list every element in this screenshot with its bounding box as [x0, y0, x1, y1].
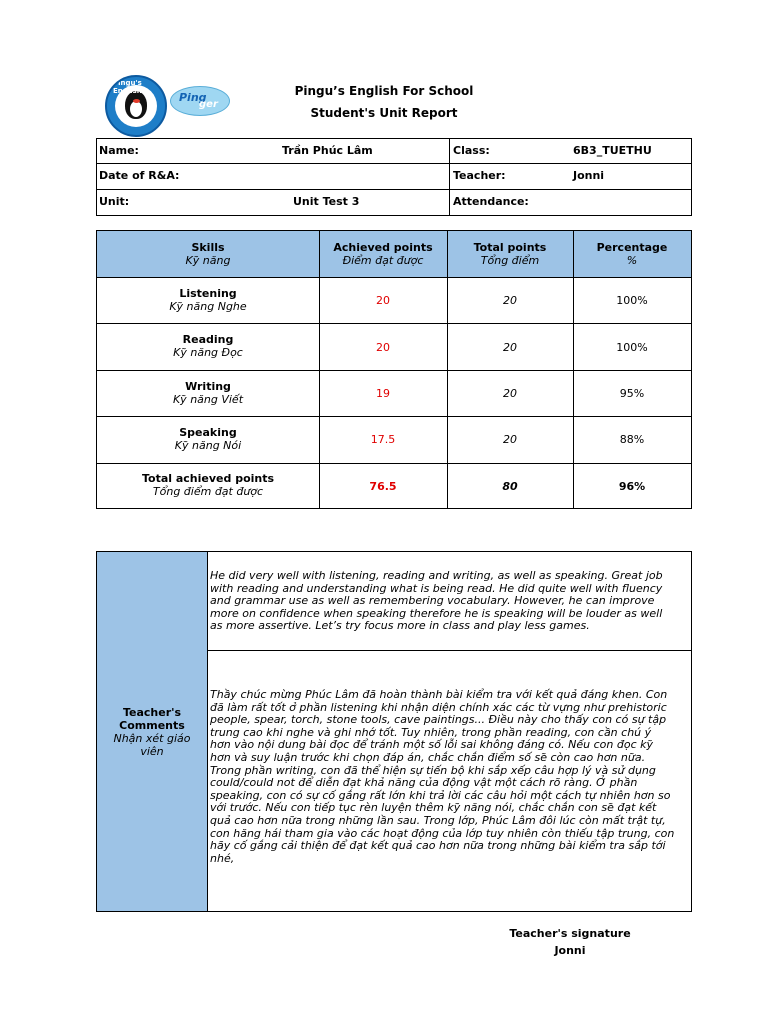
comment-vi-line: Thầy chúc mừng Phúc Lâm đã hoàn thành bài kiểm tra với kết quả đáng khen. Con	[210, 688, 668, 701]
skill-writing	[97, 380, 319, 406]
comment-vi-line: hãy cố gắng cải thiện để đạt kết quả cao hơn nữa trong những bài kiểm tra sắp tới	[210, 839, 666, 853]
skill-listening-en: Listening	[179, 287, 237, 300]
header-percentage-en: Percentage	[596, 241, 668, 254]
name-label: Name:	[99, 144, 139, 157]
reading-achieved: 20	[376, 341, 390, 354]
reading-percent: 100%	[616, 341, 648, 354]
header-total-vi: Tổng điểm	[480, 254, 540, 267]
skill-speaking-en: Speaking	[179, 426, 237, 439]
speaking-achieved: 17.5	[370, 433, 396, 446]
logo2-text-a: Ping	[179, 91, 207, 104]
header-achieved-en: Achieved points	[333, 241, 433, 254]
total-achieved: 76.5	[369, 480, 397, 493]
comments-label-vi-1: Nhận xét giáo	[113, 732, 191, 745]
teacher-label: Teacher:	[453, 169, 506, 182]
total-row-vi: Tổng điểm đạt được	[152, 485, 264, 498]
header-skills-en: Skills	[191, 241, 225, 254]
student-info-table	[96, 138, 692, 216]
total-row-en: Total achieved points	[141, 472, 275, 485]
comments-label	[97, 706, 207, 758]
comments-label-vi-2: viên	[140, 745, 164, 758]
comment-en-line: He did very well with listening, reading and writing, as well as speaking. Great job	[210, 569, 663, 582]
comment-en-line: as more assertive. Let’s try focus more in class and play less games.	[210, 619, 590, 633]
comment-vi-line: speaking, con có sự cố gắng rất lớn khi trả lời các câu hỏi một cách tự nhiên hơn so	[210, 788, 671, 802]
signature-label: Teacher's signature	[509, 927, 631, 940]
attendance-label: Attendance:	[453, 195, 529, 208]
unit-label: Unit:	[99, 195, 130, 208]
total-percent: 96%	[618, 480, 646, 493]
report-title: Pingu’s English For School	[294, 84, 474, 98]
name-value: Trần Phúc Lâm	[282, 144, 373, 157]
header-total-en: Total points	[473, 241, 547, 254]
skill-writing-en: Writing	[185, 380, 231, 393]
comment-en-line: with reading and understanding what is being read. He did quite well with fluency	[210, 581, 663, 595]
skill-speaking	[97, 426, 319, 452]
unit-value: Unit Test 3	[293, 195, 360, 208]
class-value: 6B3_TUETHU	[573, 144, 652, 157]
comment-vi-line: could/could not để diễn đạt khả năng của động vật một cách rõ ràng. Ở phần	[210, 776, 638, 790]
listening-percent: 100%	[616, 294, 648, 307]
header-skills	[97, 241, 319, 267]
comment-vi-line: people, spear, torch, stone tools, cave paintings... Điều này cho thấy con có sự tập	[210, 713, 667, 727]
teacher-value: Jonni	[573, 169, 605, 182]
skill-reading-vi: Kỹ năng Đọc	[173, 346, 243, 359]
speaking-total: 20	[503, 433, 517, 446]
skills-table	[96, 230, 692, 509]
comment-vi-line: quả cao hơn nữa trong những lần sau. Trong lớp, Phúc Lâm đôi lúc còn mất trật tự,	[210, 813, 666, 827]
comment-vi-line: hơn và suy luận trước khi chọn đáp án, chắc chắn điểm số sẽ còn cao hơn nữa.	[210, 750, 646, 764]
writing-total: 20	[503, 387, 517, 400]
total-points: 80	[502, 480, 518, 493]
speaking-percent: 88%	[619, 433, 645, 446]
skill-listening	[97, 287, 319, 313]
comment-vi-line: với trước. Nếu con tiếp tục rèn luyện thêm kỹ năng nói, chắc chắn con sẽ đạt kết	[210, 801, 657, 815]
comment-vi-line: Trong phần writing, con đã thể hiện sự tiến bộ khi sắp xếp câu hợp lý và sử dụng	[210, 763, 656, 777]
comment-en-line: more on confidence when speaking therefore he is speaking will be louder as well	[210, 606, 663, 620]
header-percentage	[573, 241, 691, 267]
class-label: Class:	[453, 144, 490, 157]
listening-total: 20	[503, 294, 517, 307]
comment-english	[210, 570, 690, 633]
header-achieved	[319, 241, 447, 267]
skill-writing-vi: Kỹ năng Viết	[172, 393, 244, 406]
writing-achieved: 19	[376, 387, 390, 400]
total-row-label	[97, 472, 319, 498]
logo1-text: Pingu's English	[113, 79, 142, 95]
comments-label-en-2: Comments	[119, 719, 185, 732]
comment-vi-line: nhé,	[210, 851, 235, 865]
comment-vi-line: trung cao khi nghe và ghi nhớ tốt. Tuy nhiên, trong phần reading, con cần chú ý	[210, 725, 652, 739]
comments-label-en-1: Teacher's	[122, 706, 182, 719]
reading-total: 20	[503, 341, 517, 354]
teacher-comments-table	[96, 551, 692, 912]
skill-speaking-vi: Kỹ năng Nói	[174, 439, 242, 452]
header-total	[447, 241, 573, 267]
header-percentage-vi: %	[626, 254, 638, 267]
report-subtitle: Student's Unit Report	[310, 106, 458, 120]
comment-vi-line: đã làm rất tốt ở phần listening khi nhận diện chính xác các từ vựng như prehistoric	[210, 700, 667, 714]
comment-vi-line: hơn vào nội dung bài đọc để tránh một số lỗi sai không đáng có. Nếu con đọc kỹ	[210, 738, 653, 752]
comment-vi-line: con hăng hái tham gia vào các hoạt động của lớp tuy nhiên còn thiếu tập trung, con	[210, 826, 675, 840]
comment-en-line: and grammar use as well as remembering vocabulary. However, he can improve	[210, 594, 655, 608]
header-achieved-vi: Điểm đạt được	[342, 254, 424, 267]
date-label: Date of R&A:	[99, 169, 180, 182]
skill-reading	[97, 333, 319, 359]
skill-listening-vi: Kỹ năng Nghe	[169, 300, 247, 313]
skill-reading-en: Reading	[182, 333, 234, 346]
logo2-text-b: ger	[199, 99, 218, 110]
writing-percent: 95%	[619, 387, 645, 400]
header-skills-vi: Kỹ năng	[185, 254, 231, 267]
listening-achieved: 20	[376, 294, 390, 307]
signature-name: Jonni	[554, 944, 586, 957]
comment-vietnamese	[210, 689, 690, 865]
